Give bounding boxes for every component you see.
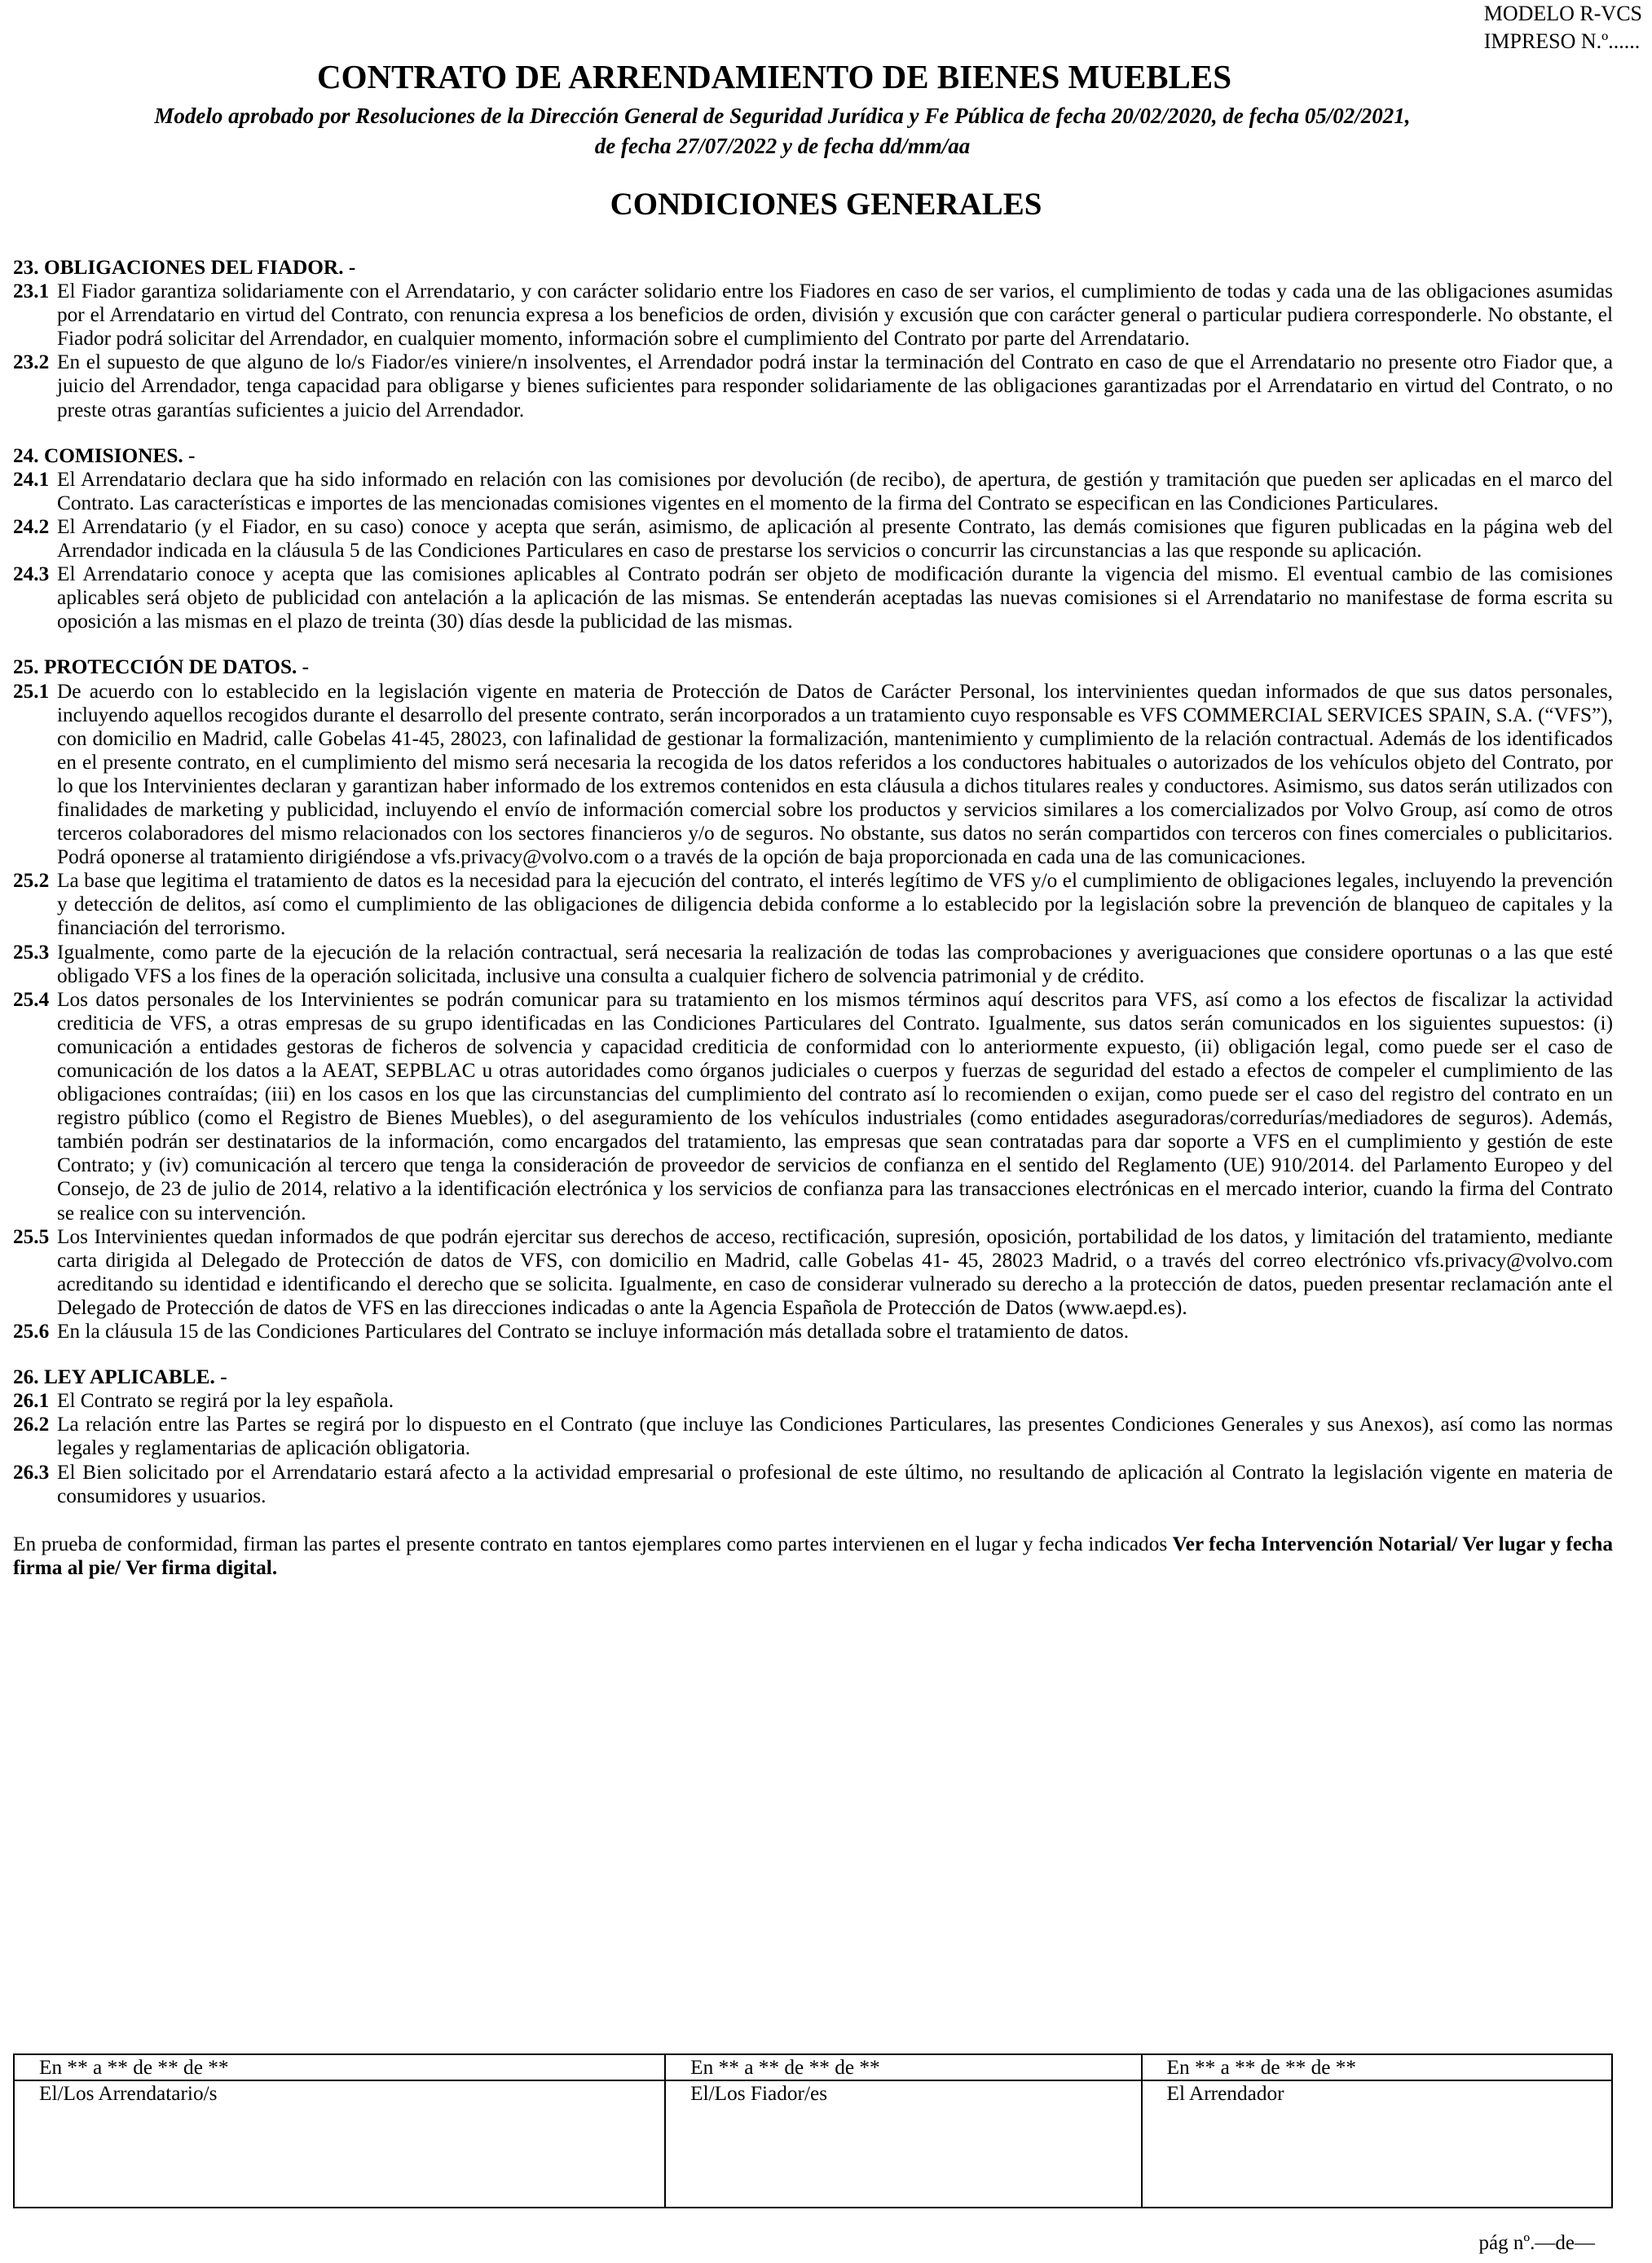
clause-number: 25.4	[13, 987, 50, 1011]
signature-party-arrendador: El Arrendador	[1142, 2080, 1612, 2208]
section-heading: 23. OBLIGACIONES DEL FIADOR. -	[13, 256, 356, 279]
page-number: pág nº.—de—	[1478, 2232, 1595, 2254]
signature-date-cell: En ** a ** de ** de **	[1142, 2054, 1612, 2080]
clause-number: 25.5	[13, 1224, 50, 1248]
clause	[13, 1461, 1613, 1508]
clause-text: El Arrendatario conoce y acepta que las comisiones aplicables al Contrato podrán ser objeto de modificación durante la vigencia del mismo. El eventual cambio de las comisiones aplicables será objeto de publicidad con antelación a la aplicación de las mismas. Se entenderán aceptadas las nuevas comisiones si el Arrendatario no manifestase de forma escrita su oposición a las mismas en el plazo de treinta (30) días desde la publicidad de las mismas.	[57, 562, 1613, 633]
document-subtitle	[114, 101, 1451, 161]
clause-number: 25.1	[13, 679, 50, 703]
clause	[13, 351, 1613, 421]
clause	[13, 1320, 1613, 1343]
sections-container	[13, 256, 1613, 1508]
print-number: IMPRESO N.º......	[1483, 29, 1641, 53]
clause-number: 25.6	[13, 1320, 50, 1343]
clause	[13, 468, 1613, 515]
clause-number: 26.3	[13, 1460, 50, 1484]
clause-text: La relación entre las Partes se regirá por lo dispuesto en el Contrato (que incluye las Condiciones Particulares, las presentes Condiciones Generales y sus Anexos), así como las normas legales y reglamentarias de aplicación obligatoria.	[57, 1413, 1613, 1460]
document-title: CONTRATO DE ARRENDAMIENTO DE BIENES MUEBLES	[316, 58, 1232, 95]
clause-number: 24.2	[13, 514, 50, 538]
clause-text: El Arrendatario declara que ha sido informado en relación con las comisiones por devolución (de recibo), de apertura, de gestión y tramitación que pueden ser aplicadas en el marco del Contrato. Las características e importes de las mencionadas comisiones vigentes en el momento de la firma del Contrato se especifican en las Condiciones Particulares.	[57, 467, 1613, 514]
signature-date-cell: En ** a ** de ** de **	[14, 2054, 665, 2080]
clause-number: 26.1	[13, 1389, 50, 1413]
closing-text: En prueba de conformidad, firman las partes el presente contrato en tantos ejemplares como partes intervienen en el lugar y fecha indicados	[13, 1532, 1173, 1555]
clause-number: 26.2	[13, 1413, 50, 1436]
clause	[13, 941, 1613, 988]
clause-text: Los datos personales de los Intervinientes se podrán comunicar para su tratamiento en los mismos términos aquí descritos para VFS, así como a los efectos de fiscalizar la actividad crediticia de VFS, a otras empresas de su grupo identificadas en las Condiciones Particulares del Contrato. Igualmente, sus datos serán comunicados en los siguientes supuestos: (i) comunicación a entidades gestoras de ficheros de solvencia y capacidad crediticia de conformidad con lo anteriormente expuesto, (ii) obligación legal, como puede ser el caso de comunicación de los datos a la AEAT, SEPBLAC u otras autoridades como órganos judiciales o cuerpos y fuerzas de seguridad del estado a efectos de compeler el cumplimiento de las obligaciones contraídas; (iii) en los casos en los que las circunstancias del cumplimiento del contrato así lo recomienden o exijan, como puede ser el caso del registro del contrato en un registro público (como el Registro de Bienes Muebles), o del aseguramiento de los vehículos industriales (como entidades aseguradoras/corredurías/mediadores de seguros). Además, también podrán ser destinatarios de la información, como encargados del tratamiento, las empresas que sean contratadas para dar soporte a VFS en el cumplimiento y gestión de este Contrato; y (iv) comunicación al tercero que tenga la consideración de proveedor de servicios de confianza en el sentido del Reglamento (UE) 910/2014. del Parlamento Europeo y del Consejo, de 23 de julio de 2014, relativo a la identificación electrónica y los servicios de confianza para las transacciones electrónicas en el mercado interior, cuando la firma del Contrato se realice con su intervención.	[57, 987, 1613, 1224]
signature-date-cell: En ** a ** de ** de **	[665, 2054, 1141, 2080]
clause-text: El Arrendatario (y el Fiador, en su caso) conoce y acepta que serán, asimismo, de aplicación al presente Contrato, las demás comisiones que figuren publicadas en la página web del Arrendador indicada en la cláusula 5 de las Condiciones Particulares en caso de prestarse los servicios o concurrir las circunstancias a las que responde su aplicación.	[57, 514, 1613, 562]
section-heading: 25. PROTECCIÓN DE DATOS. -	[13, 655, 310, 679]
clause	[13, 1413, 1613, 1460]
clause	[13, 988, 1613, 1225]
clause	[13, 680, 1613, 870]
clause-number: 25.2	[13, 869, 50, 893]
clause-number: 25.3	[13, 940, 50, 964]
signature-date-row	[14, 2054, 1612, 2080]
clause	[13, 562, 1613, 633]
section-heading: 26. LEY APLICABLE. -	[13, 1365, 227, 1389]
clause	[13, 1389, 1613, 1413]
clause-text: El Contrato se regirá por la ley española.	[57, 1389, 394, 1413]
signature-party-arrendatario: El/Los Arrendatario/s	[14, 2080, 665, 2208]
clause	[13, 280, 1613, 351]
signature-party-fiador: El/Los Fiador/es	[665, 2080, 1141, 2208]
signature-party-row	[14, 2080, 1612, 2208]
clause-number: 23.2	[13, 351, 50, 374]
document-body	[13, 256, 1613, 1580]
clause-number: 23.1	[13, 280, 50, 303]
closing-paragraph	[13, 1533, 1613, 1580]
conditions-title: CONDICIONES GENERALES	[610, 187, 1042, 222]
clause-text: El Bien solicitado por el Arrendatario estará afecto a la actividad empresarial o profesional de este último, no resultando de aplicación al Contrato la legislación vigente en materia de consumidores y usuarios.	[57, 1460, 1613, 1507]
clause-text: El Fiador garantiza solidariamente con el Arrendatario, y con carácter solidario entre los Fiadores en caso de ser varios, el cumplimiento de todas y cada una de las obligaciones asumidas por el Arrendatario en virtud del Contrato, con renuncia expresa a los beneficios de orden, división y excusión que con carácter general o particular pudiera corresponderle. No obstante, el Fiador podrá solicitar del Arrendador, en cualquier momento, información sobre el cumplimiento del Contrato por parte del Arrendatario.	[57, 280, 1613, 351]
signature-table	[13, 2053, 1613, 2208]
clause	[13, 1225, 1613, 1320]
model-reference	[1484, 0, 1642, 55]
clause-text: En el supuesto de que alguno de lo/s Fiador/es viniere/n insolventes, el Arrendador podrá instar la terminación del Contrato en caso de que el Arrendatario no presente otro Fiador que, a juicio del Arrendador, tenga capacidad para obligarse y bienes suficientes para responder solidariamente de las obligaciones garantizadas por el Arrendatario en virtud del Contrato, o no preste otras garantías suficientes a juicio del Arrendador.	[57, 351, 1613, 421]
clause	[13, 515, 1613, 562]
clause-number: 24.1	[13, 467, 50, 491]
closing-bold-text: Ver fecha Intervención Notarial/ Ver lugar y fecha firma al pie/ Ver firma digital.	[13, 1532, 1614, 1579]
subtitle-line: de fecha 27/07/2022 y de fecha dd/mm/aa	[594, 134, 971, 158]
section-heading: 24. COMISIONES. -	[13, 443, 196, 467]
clause-text: Los Intervinientes quedan informados de que podrán ejercitar sus derechos de acceso, rectificación, supresión, oposición, portabilidad de los datos, y limitación del tratamiento, mediante carta dirigida al Delegado de Protección de datos de VFS, con domicilio en Madrid, calle Gobelas 41- 45, 28023 Madrid, o a través del correo electrónico vfs.privacy@volvo.com acreditando su identidad e identificando el derecho que se solicita. Igualmente, en caso de considerar vulnerado su derecho a la protección de datos, pueden presentar reclamación ante el Delegado de Protección de datos de VFS en las direcciones indicadas o ante la Agencia Española de Protección de Datos (www.aepd.es).	[57, 1224, 1613, 1319]
model-code: MODELO R-VCS	[1483, 2, 1642, 25]
clause-number: 24.3	[13, 562, 50, 586]
subtitle-line: Modelo aprobado por Resoluciones de la Dirección General de Seguridad Jurídica y Fe Pública de fecha 20/02/2020, de fecha 05/02/2021,	[154, 104, 1411, 128]
clause-text: En la cláusula 15 de las Condiciones Particulares del Contrato se incluye información más detallada sobre el tratamiento de datos.	[57, 1320, 1130, 1343]
clause-text: Igualmente, como parte de la ejecución de la relación contractual, será necesaria la realización de todas las comprobaciones y averiguaciones que considere oportunas o a las que esté obligado VFS a los fines de la operación solicitada, inclusive una consulta a cualquier fichero de solvencia patrimonial y de crédito.	[57, 940, 1613, 987]
clause	[13, 869, 1613, 940]
clause-text: De acuerdo con lo establecido en la legislación vigente en materia de Protección de Datos de Carácter Personal, los intervinientes quedan informados de que sus datos personales, incluyendo aquellos recogidos durante el desarrollo del presente contrato, serán incorporados a un tratamiento cuyo responsable es VFS COMMERCIAL SERVICES SPAIN, S.A. (“VFS”), con domicilio en Madrid, calle Gobelas 41-45, 28023, con lafinalidad de gestionar la formalización, mantenimiento y cumplimiento de la relación contractual. Además de los identificados en el presente contrato, en el cumplimiento del mismo será necesaria la recogida de los datos referidos a los conductores habituales o autorizados de los vehículos objeto del Contrato, por lo que los Intervinientes declaran y garantizan haber informado de los extremos contenidos en esta cláusula a dichos titulares reales y conductores. Asimismo, sus datos serán utilizados con finalidades de marketing y publicidad, incluyendo el envío de información comercial sobre los productos y servicios similares a los comercializados por Volvo Group, así como de otros terceros colaboradores del mismo relacionados con los sectores financieros y/o de seguros. No obstante, sus datos no serán compartidos con terceros con fines comerciales o publicitarios. Podrá oponerse al tratamiento dirigiéndose a vfs.privacy@volvo.com o a través de la opción de baja proporcionada en cada una de las comunicaciones.	[57, 679, 1613, 869]
clause-text: La base que legitima el tratamiento de datos es la necesidad para la ejecución del contrato, el interés legítimo de VFS y/o el cumplimiento de obligaciones legales, incluyendo la prevención y detección de delitos, así como el cumplimiento de las obligaciones de diligencia debida conforme a lo establecido por la legislación sobre la prevención de blanqueo de capitales y la financiación del terrorismo.	[57, 869, 1613, 940]
